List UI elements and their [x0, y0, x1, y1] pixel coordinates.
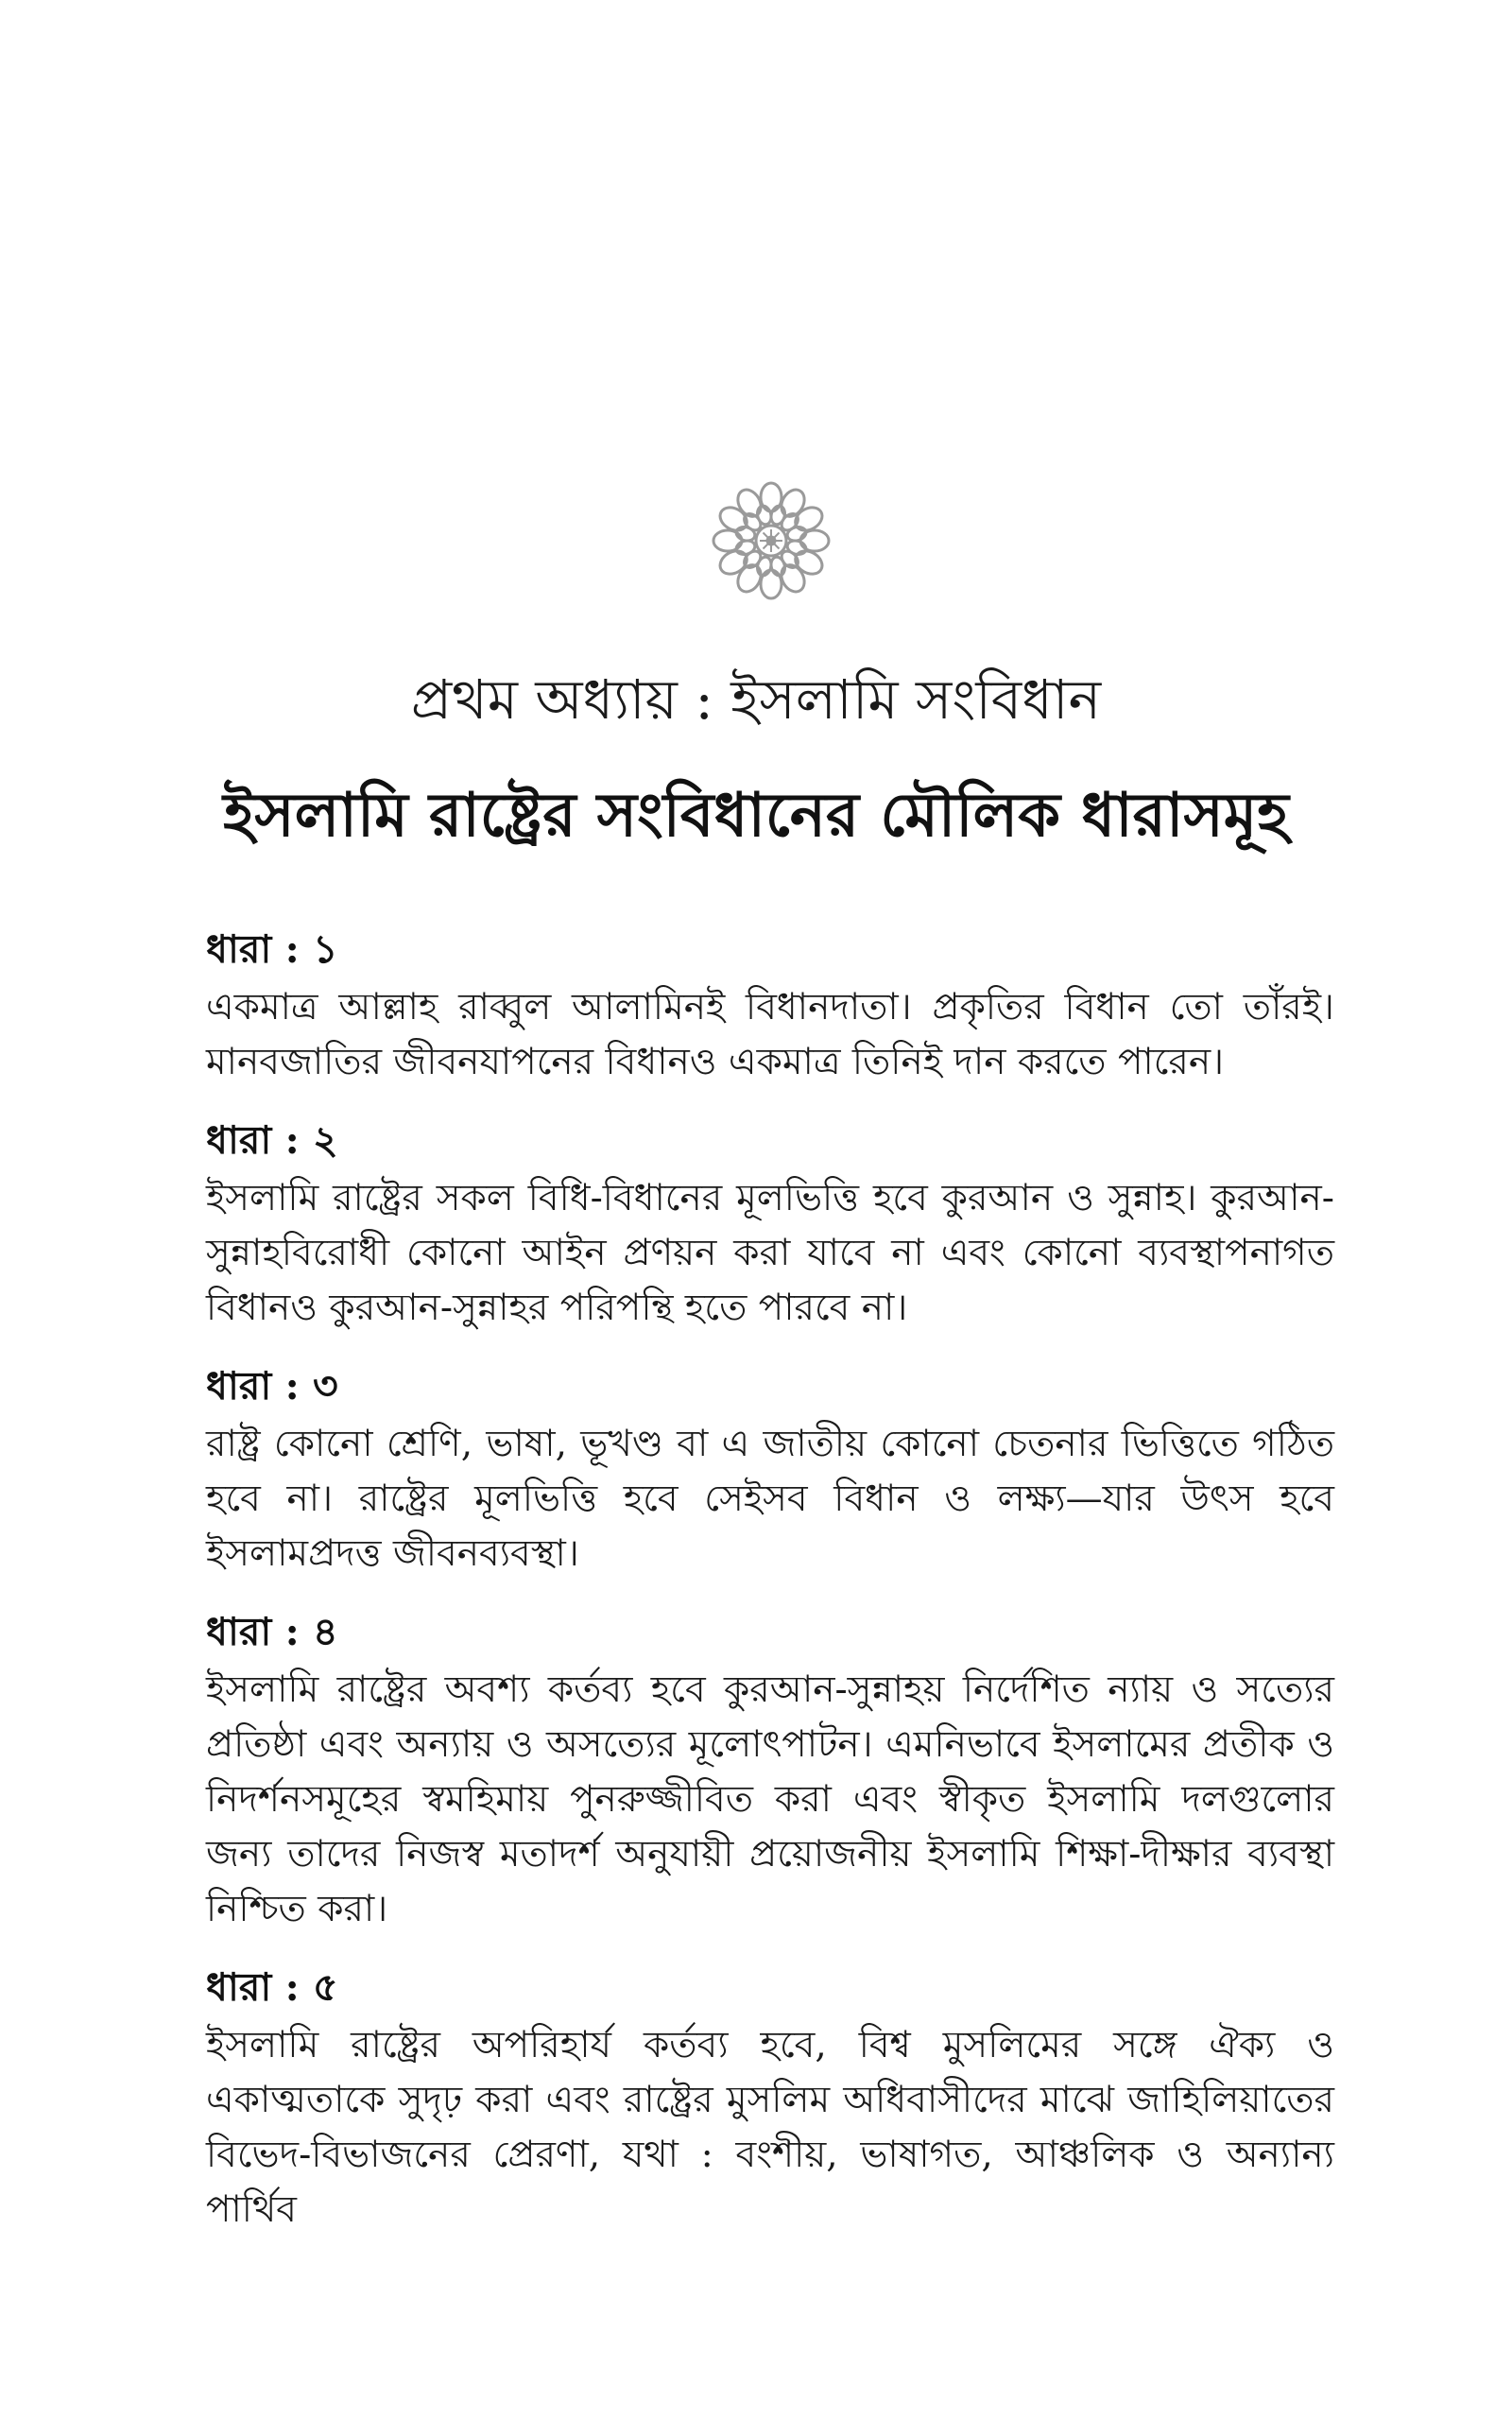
floral-rosette-ornament-icon: [711, 480, 832, 601]
article-heading: ধারা : ৫: [206, 1964, 338, 2010]
article-body: একমাত্র আল্লাহ রাব্বুল আলামিনই বিধানদাতা। প্রকৃতির বিধান তো তাঁরই। মানবজাতির জীবনযাপনের বিধানও একমাত্র তিনিই দান করতে পারেন।: [206, 986, 1334, 1083]
article-heading: ধারা : ১: [206, 926, 338, 972]
articles-list: [206, 922, 1334, 2260]
article-heading: ধারা : ৩: [206, 1363, 338, 1409]
article-item: [206, 1113, 1334, 1336]
article-item: [206, 1604, 1334, 1937]
main-title: ইসলামি রাষ্ট্রের সংবিধানের মৌলিক ধারাসমূহ: [223, 780, 1289, 851]
article-heading: ধারা : ২: [206, 1117, 338, 1163]
article-body: ইসলামি রাষ্ট্রের সকল বিধি-বিধানের মূলভিত্তি হবে কুরআন ও সুন্নাহ। কুরআন-সুন্নাহবিরোধী কোনো আইন প্রণয়ন করা যাবে না এবং কোনো ব্যবস্থাপনাগত বিধানও কুরআন-সুন্নাহর পরিপন্থি হতে পারবে না।: [206, 1177, 1334, 1329]
article-heading: ধারা : ৪: [206, 1609, 338, 1654]
article-item: [206, 1960, 1334, 2238]
article-item: [206, 1358, 1334, 1582]
article-body: ইসলামি রাষ্ট্রের অপরিহার্য কর্তব্য হবে, বিশ্ব মুসলিমের সঙ্গে ঐক্য ও একাত্মতাকে সুদৃঢ় করা এবং রাষ্ট্রের মুসলিম অধিবাসীদের মাঝে জাহিলিয়াতের বিভেদ-বিভাজনের প্রেরণা, যথা : বংশীয়, ভাষাগত, আঞ্চলিক ও অন্যান্য পার্থিব: [206, 2024, 1334, 2231]
chapter-title: প্রথম অধ্যায় : ইসলামি সংবিধান: [410, 667, 1102, 732]
article-body: রাষ্ট্র কোনো শ্রেণি, ভাষা, ভূখণ্ড বা এ জাতীয় কোনো চেতনার ভিত্তিতে গঠিত হবে না। রাষ্ট্রের মূলভিত্তি হবে সেইসব বিধান ও লক্ষ্য—যার উৎস হবে ইসলামপ্রদত্ত জীবনব্যবস্থা।: [206, 1423, 1334, 1575]
article-item: [206, 922, 1334, 1090]
article-body: ইসলামি রাষ্ট্রের অবশ্য কর্তব্য হবে কুরআন-সুন্নাহয় নির্দেশিত ন্যায় ও সত্যের প্রতিষ্ঠা এবং অন্যায় ও অসত্যের মূলোৎপাটন। এমনিভাবে ইসলামের প্রতীক ও নিদর্শনসমূহের স্বমহিমায় পুনরুজ্জীবিত করা এবং স্বীকৃত ইসলামি দলগুলোর জন্য তাদের নিজস্ব মতাদর্শ অনুযায়ী প্রয়োজনীয় ইসলামি শিক্ষা-দীক্ষার ব্যবস্থা নিশ্চিত করা।: [206, 1668, 1334, 1930]
